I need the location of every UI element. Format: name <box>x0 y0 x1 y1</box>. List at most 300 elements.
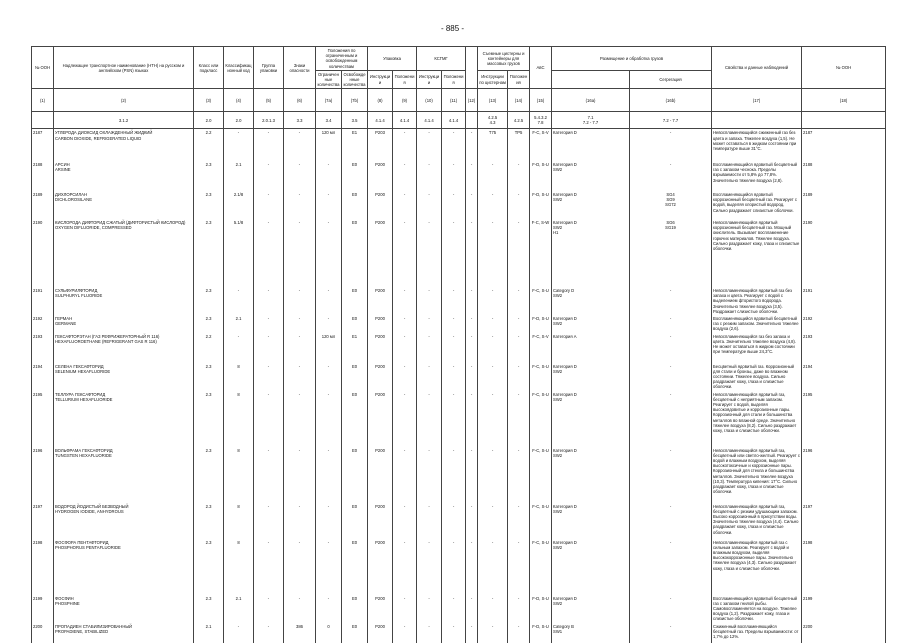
excepted-quantity: E0 <box>342 539 368 595</box>
properties: Воспламеняющийся ядовитый бесцветный газ с резким запахом. Значительно тяжелее воздуха (2,6). <box>712 315 802 333</box>
labels: - <box>284 539 316 595</box>
header-properties: Свойства и данные наблюдений <box>712 47 802 89</box>
properties: Невоспламеняющийся ядовитый коррозионный бесцветный газ. Мощный окислитель. Вызывает воспламенение горючих материалов. Тяжелее воздуха. Сильно раздражает кожу, глаза и слизистые оболочки. <box>712 219 802 287</box>
blank-column: - <box>466 191 478 219</box>
column-number: (2) <box>54 89 194 112</box>
shipping-name-en: PROPADIENE, STABILIZED <box>55 628 109 634</box>
properties: Невоспламеняющийся газ без запаха и цвета. Значительно тяжелее воздуха (4,8). Не может оставаться в жидком состоянии при температуре выше 24,3°C. <box>712 333 802 363</box>
column-reference-row <box>32 112 886 129</box>
blank-column: - <box>466 503 478 539</box>
classification-code: 8 <box>224 447 254 503</box>
ibc-provision: - <box>442 315 466 333</box>
labels: - <box>284 191 316 219</box>
un-number: 2188 <box>32 161 54 191</box>
ibc-provision: - <box>442 391 466 447</box>
packing-instruction: P203 <box>368 129 393 161</box>
shipping-name-en: TUNGSTEN HEXAFLUORIDE <box>55 452 112 458</box>
packing-provision: - <box>393 623 417 643</box>
tank-instruction: - <box>478 595 508 623</box>
classification-code: 8 <box>224 391 254 447</box>
segregation: - <box>630 539 712 595</box>
shipping-name <box>54 315 194 333</box>
class: 2.3 <box>194 191 224 219</box>
header-ems: АвС <box>530 47 552 89</box>
header-limited: Ограниченные количества <box>316 70 342 89</box>
column-reference <box>32 112 54 129</box>
class: 2.3 <box>194 315 224 333</box>
tank-provision: - <box>508 219 530 287</box>
class: 2.3 <box>194 363 224 391</box>
class: 2.1 <box>194 623 224 643</box>
excepted-quantity: E0 <box>342 287 368 315</box>
stowage: Категория D SW2 <box>552 503 630 539</box>
packing-group: - <box>254 287 284 315</box>
packing-provision: - <box>393 363 417 391</box>
labels: - <box>284 315 316 333</box>
properties: Невоспламеняющийся ядовитый газ с сильным запахом. Реагирует с водой и влажным воздухом, выделяя высококоррозионные пары. Значительно тяжелее воздуха (4,3). Сильно раздражает кожу, глаза и слизистые оболочки. <box>712 539 802 595</box>
header-ibc-instr: Инструкции <box>417 70 442 89</box>
packing-group: - <box>254 315 284 333</box>
excepted-quantity: E1 <box>342 129 368 161</box>
table-row <box>32 161 886 191</box>
properties: Невоспламеняющийся ядовитый газ, бесцветный с неприятным запахом. Реагирует с водой, выделяя высокоядовитые и коррозионные пары. Коррозионный для стали и большинства металлов во влажной среде. Значительно тяжелее воздуха (8,2). Сильно раздражает кожу, глаза и слизистые оболочки. <box>712 391 802 447</box>
packing-group: - <box>254 363 284 391</box>
shipping-name-ru: ФОСФИН <box>55 595 74 601</box>
ems-code: F-C, S-V <box>530 333 552 363</box>
packing-group: - <box>254 539 284 595</box>
excepted-quantity: E0 <box>342 595 368 623</box>
class: 2.3 <box>194 595 224 623</box>
shipping-name-en: OXYGEN DIFLUORIDE, COMPRESSED <box>55 225 132 231</box>
shipping-name-en: DICHLOROSILANE <box>55 197 92 203</box>
blank-column: - <box>466 287 478 315</box>
column-reference: 3.3 <box>284 112 316 129</box>
packing-provision: - <box>393 161 417 191</box>
excepted-quantity: E1 <box>342 333 368 363</box>
ibc-instruction: - <box>417 391 442 447</box>
column-reference: 4.1.4 <box>368 112 393 129</box>
header-stowage-group: Размещение и обработка грузов <box>552 47 712 71</box>
segregation: - <box>630 447 712 503</box>
properties: Воспламеняющийся ядовитый бесцветный газ с запахом гнилой рыбы. Самовоспламеняется на воздухе. Тяжелее воздуха (1,2). Раздражает кожу, глаза и слизистые оболочки. <box>712 595 802 623</box>
ems-code: F-C, S-V <box>530 129 552 161</box>
header-limited-group: Положения по ограниченным и освобожденным количествам <box>316 47 368 71</box>
ems-code: F-C, S-U <box>530 287 552 315</box>
un-number-right: 2200 <box>802 623 886 643</box>
shipping-name-ru: ТЕЛЛУРА ГЕКСАФТОРИД <box>55 391 106 397</box>
tank-instruction: - <box>478 315 508 333</box>
un-number-right: 2187 <box>802 129 886 161</box>
stowage: Категория D SW2 <box>552 539 630 595</box>
ibc-provision: - <box>442 623 466 643</box>
table-row <box>32 129 886 161</box>
table-body <box>32 129 886 643</box>
tank-instruction: - <box>478 391 508 447</box>
tank-provision: - <box>508 623 530 643</box>
header-pack-instr: Инструкции <box>368 70 393 89</box>
labels: - <box>284 287 316 315</box>
shipping-name <box>54 219 194 287</box>
shipping-name-ru: ПРОПАДИЕН СТАБИЛИЗИРОВАННЫЙ <box>55 623 133 629</box>
header-ibc-prov: Положения <box>442 70 466 89</box>
column-number: (6) <box>284 89 316 112</box>
properties: Воспламеняющийся ядовитый коррозионный бесцветный газ. Реагирует с водой, выделяя хлористый водород. Сильно раздражает слизистые оболочки. <box>712 191 802 219</box>
packing-provision: - <box>393 503 417 539</box>
labels: - <box>284 363 316 391</box>
packing-provision: - <box>393 391 417 447</box>
ibc-instruction: - <box>417 191 442 219</box>
packing-provision: - <box>393 447 417 503</box>
packing-provision: - <box>393 315 417 333</box>
tank-provision: - <box>508 287 530 315</box>
shipping-name <box>54 191 194 219</box>
limited-quantity: 0 <box>316 623 342 643</box>
stowage: Категория D SW2 <box>552 161 630 191</box>
column-number: (13) <box>478 89 508 112</box>
column-number: (16a) <box>552 89 630 112</box>
classification-code: - <box>224 287 254 315</box>
ems-code: F-D, S-U <box>530 161 552 191</box>
column-reference: 2.0 <box>194 112 224 129</box>
un-number: 2193 <box>32 333 54 363</box>
header-excepted: Освобожденные количества <box>343 71 366 88</box>
tank-provision: - <box>508 595 530 623</box>
limited-quantity: 120 мл <box>316 129 342 161</box>
shipping-name-en: PHOSPHORUS PENTAFLUORIDE <box>55 544 121 550</box>
tank-provision: TP5 <box>508 129 530 161</box>
shipping-name-ru: ГЕРМАН <box>55 315 73 321</box>
tank-instruction: T75 <box>478 129 508 161</box>
un-number-right: 2197 <box>802 503 886 539</box>
class: 2.3 <box>194 287 224 315</box>
packing-instruction: P200 <box>368 391 393 447</box>
segregation: - <box>630 129 712 161</box>
shipping-name <box>54 503 194 539</box>
un-number-right: 2190 <box>802 219 886 287</box>
column-reference: 4.1.4 <box>417 112 442 129</box>
ibc-instruction: - <box>417 363 442 391</box>
un-number-right: 2199 <box>802 595 886 623</box>
class: 2.3 <box>194 219 224 287</box>
ibc-provision: - <box>442 161 466 191</box>
classification-code: 8 <box>224 363 254 391</box>
ibc-provision: - <box>442 287 466 315</box>
blank-column: - <box>466 363 478 391</box>
tank-provision: - <box>508 391 530 447</box>
segregation: SG4 SG9 SG72 <box>630 191 712 219</box>
packing-provision: - <box>393 595 417 623</box>
tank-instruction: - <box>478 161 508 191</box>
un-number: 2189 <box>32 191 54 219</box>
column-number: (11) <box>442 89 466 112</box>
blank-column: - <box>466 595 478 623</box>
packing-instruction: P200 <box>368 595 393 623</box>
tank-instruction: - <box>478 191 508 219</box>
ibc-provision: - <box>442 595 466 623</box>
shipping-name-en: SELENIUM HEXAFLUORIDE <box>55 368 111 374</box>
packing-group: - <box>254 219 284 287</box>
ems-code: F-C, S-U <box>530 447 552 503</box>
un-number: 2190 <box>32 219 54 287</box>
ibc-instruction: - <box>417 333 442 363</box>
column-reference: 4.1.4 <box>442 112 466 129</box>
table-row <box>32 391 886 447</box>
labels: - <box>284 391 316 447</box>
ems-code: F-C, S-W <box>530 219 552 287</box>
tank-provision: - <box>508 161 530 191</box>
packing-group: - <box>254 129 284 161</box>
un-number-right: 2188 <box>802 161 886 191</box>
ibc-instruction: - <box>417 539 442 595</box>
excepted-quantity: E0 <box>342 219 368 287</box>
classification-code: - <box>224 333 254 363</box>
shipping-name <box>54 447 194 503</box>
header-segregation: Сегрегация <box>630 70 712 89</box>
shipping-name-en: ARSINE <box>55 167 71 173</box>
shipping-name-ru: АРСИН <box>55 161 70 167</box>
excepted-quantity: E0 <box>342 447 368 503</box>
packing-instruction: P200 <box>368 287 393 315</box>
column-reference: 5.4.3.2 7.8 <box>530 112 552 129</box>
blank-column: - <box>466 219 478 287</box>
ibc-provision: - <box>442 503 466 539</box>
un-number-right: 2194 <box>802 363 886 391</box>
header-tank-prov: Положения <box>508 70 530 89</box>
ibc-instruction: - <box>417 219 442 287</box>
properties: Невоспламеняющийся ядовитый газ, бесцветный или светло-желтый. Реагирует с водой и влажным воздухом, выделяя высокотоксичные и коррозионные пары. Коррозионный для стекла и большинства металлов. Значительно тяжелее воздуха (10,3). Температура кипения: 17°C. Сильно раздражает кожу, глаза и слизистые оболочки. <box>712 447 802 503</box>
un-number-right: 2193 <box>802 333 886 363</box>
shipping-name-en: CARBON DIOXIDE, REFRIGERATED LIQUID <box>55 135 142 141</box>
ibc-provision: - <box>442 129 466 161</box>
excepted-quantity: E0 <box>342 363 368 391</box>
table-row <box>32 191 886 219</box>
blank-column: - <box>466 447 478 503</box>
un-number-right: 2198 <box>802 539 886 595</box>
limited-quantity: 120 мл <box>316 333 342 363</box>
properties: Воспламеняющийся ядовитый бесцветный газ с запахом чеснока. Пределы взрываемости от 5,8% до 77,8%. Значительно тяжелее воздуха (2,8). <box>712 161 802 191</box>
ibc-instruction: - <box>417 315 442 333</box>
un-number-right: 2195 <box>802 391 886 447</box>
packing-instruction: P200 <box>368 539 393 595</box>
un-number: 2198 <box>32 539 54 595</box>
packing-provision: - <box>393 191 417 219</box>
properties: Невоспламеняющийся ядовитый газ, бесцветный с резким удушающим запахом. Высоко коррозионный в присутствии воды. Значительно тяжелее воздуха (4,4). Сильно раздражает кожу, глаза и слизистые оболочки. <box>712 503 802 539</box>
ibc-instruction: - <box>417 503 442 539</box>
ibc-instruction: - <box>417 623 442 643</box>
shipping-name-en: GERMANE <box>55 321 77 327</box>
packing-provision: - <box>393 219 417 287</box>
class: 2.2 <box>194 129 224 161</box>
classification-code: - <box>224 623 254 643</box>
segregation: - <box>630 363 712 391</box>
stowage: Категория D SW2 <box>552 595 630 623</box>
classification-code: 8 <box>224 503 254 539</box>
header-name: Надлежащее транспортное наименование (НТН) на русском и английском (PSN) языках <box>54 47 194 89</box>
shipping-name-en: HYDROGEN IODIDE, ANHYDROUS <box>55 508 124 514</box>
packing-group: - <box>254 391 284 447</box>
column-reference: 4.2.5 4.3 <box>478 112 508 129</box>
packing-instruction: P200 <box>368 503 393 539</box>
dangerous-goods-table <box>31 46 885 643</box>
column-reference: 2.0 <box>224 112 254 129</box>
header-tank-group: Съемные цистерны и контейнеры для массовых грузов <box>478 47 530 71</box>
column-number: (15) <box>530 89 552 112</box>
header-packaging-group: Упаковка <box>368 47 417 71</box>
class: 2.3 <box>194 447 224 503</box>
ems-code: F-C, S-U <box>530 539 552 595</box>
classification-code: 8 <box>224 539 254 595</box>
column-number: (9) <box>393 89 417 112</box>
header-ibc-group: КСГМГ <box>417 47 466 71</box>
column-number: (17) <box>712 89 802 112</box>
table-row <box>32 219 886 287</box>
ems-code: F-D, S-U <box>530 191 552 219</box>
excepted-quantity: E0 <box>342 503 368 539</box>
segregation: - <box>630 315 712 333</box>
header-tank-instr: Инструкции по цистернам <box>478 70 508 89</box>
properties: Невоспламеняющийся сжиженный газ без цвета и запаха. Тяжелее воздуха (1,5). Не может оставаться в жидком состоянии при температуре выше 31°C. <box>712 129 802 161</box>
ibc-instruction: - <box>417 447 442 503</box>
class: 2.2 <box>194 333 224 363</box>
packing-group: - <box>254 595 284 623</box>
tank-instruction: - <box>478 503 508 539</box>
shipping-name <box>54 333 194 363</box>
tank-instruction: - <box>478 363 508 391</box>
segregation: - <box>630 595 712 623</box>
stowage: Категория D SW2 <box>552 191 630 219</box>
shipping-name-ru: СЕЛЕНА ГЕКСАФТОРИД <box>55 363 104 369</box>
column-reference: 3.1.2 <box>54 112 194 129</box>
column-number: (16b) <box>630 89 712 112</box>
labels: - <box>284 219 316 287</box>
column-reference: 7.2 - 7.7 <box>630 112 712 129</box>
shipping-name <box>54 161 194 191</box>
stowage: Категория D SW2 <box>552 391 630 447</box>
column-number: (12) <box>466 89 478 112</box>
properties: Невоспламеняющийся ядовитый газ без запаха и цвета. Реагирует с водой с выделением фтористого водорода. Значительно тяжелее воздуха (3,5). Раздражает слизистые оболочки. <box>712 287 802 315</box>
packing-group: - <box>254 333 284 363</box>
shipping-name-en: SULPHURYL FLUORIDE <box>55 293 103 299</box>
un-number: 2194 <box>32 363 54 391</box>
column-number: (7b) <box>342 89 368 112</box>
packing-instruction: P200 <box>368 363 393 391</box>
column-number: (10) <box>417 89 442 112</box>
segregation: - <box>630 503 712 539</box>
packing-provision: - <box>393 539 417 595</box>
un-number: 2195 <box>32 391 54 447</box>
class: 2.3 <box>194 539 224 595</box>
packing-instruction: P200 <box>368 219 393 287</box>
header-packing-group: Группа упаковки <box>254 47 284 89</box>
header-pack-prov: Положения <box>393 70 417 89</box>
ibc-instruction: - <box>417 287 442 315</box>
labels: - <box>284 129 316 161</box>
header-un-right: № ООН <box>802 47 886 89</box>
limited-quantity: - <box>316 363 342 391</box>
tank-provision: - <box>508 363 530 391</box>
labels: - <box>284 333 316 363</box>
stowage: Category D SW2 <box>552 287 630 315</box>
un-number: 2199 <box>32 595 54 623</box>
labels: - <box>284 503 316 539</box>
table-row <box>32 539 886 595</box>
tank-provision: - <box>508 191 530 219</box>
shipping-name <box>54 129 194 161</box>
un-number-right: 2192 <box>802 315 886 333</box>
column-number: (8) <box>368 89 393 112</box>
class: 2.3 <box>194 503 224 539</box>
table-row <box>32 363 886 391</box>
shipping-name-ru: ФОСФОРА ПЕНТАФТОРИД <box>55 539 109 545</box>
table-row <box>32 287 886 315</box>
un-number: 2192 <box>32 315 54 333</box>
column-number: (7a) <box>316 89 342 112</box>
packing-instruction: P200 <box>368 191 393 219</box>
header-un: № ООН <box>32 47 54 89</box>
tank-instruction: - <box>478 287 508 315</box>
column-reference: 2.0.1.3 <box>254 112 284 129</box>
ibc-instruction: - <box>417 129 442 161</box>
column-number: (4) <box>224 89 254 112</box>
classification-code: 2.1 <box>224 595 254 623</box>
shipping-name-en: HEXAFLUOROETHANE (REFRIGERANT GAS R 116) <box>55 338 157 344</box>
shipping-name <box>54 595 194 623</box>
column-number: (14) <box>508 89 530 112</box>
column-number: (3) <box>194 89 224 112</box>
stowage: Категория D SW2 <box>552 447 630 503</box>
ibc-instruction: - <box>417 595 442 623</box>
ems-code: F-D, S-U <box>530 623 552 643</box>
labels: - <box>284 595 316 623</box>
blank-column: - <box>466 315 478 333</box>
packing-group: - <box>254 191 284 219</box>
classification-code: 2.1 <box>224 315 254 333</box>
classification-code: - <box>224 129 254 161</box>
un-number-right: 2191 <box>802 287 886 315</box>
stowage: Категория D SW2 <box>552 315 630 333</box>
shipping-name-ru: ВОДОРОД ЙОДИСТЫЙ БЕЗВОДНЫЙ <box>55 503 129 509</box>
packing-group: - <box>254 503 284 539</box>
column-number: (5) <box>254 89 284 112</box>
column-reference: 4.2.5 <box>508 112 530 129</box>
excepted-quantity: E0 <box>342 191 368 219</box>
excepted-quantity: E0 <box>342 161 368 191</box>
limited-quantity: - <box>316 595 342 623</box>
limited-quantity: - <box>316 191 342 219</box>
packing-group: - <box>254 161 284 191</box>
labels: - <box>284 161 316 191</box>
packing-instruction: P200 <box>368 315 393 333</box>
limited-quantity: - <box>316 287 342 315</box>
packing-group: - <box>254 623 284 643</box>
column-reference <box>802 112 886 129</box>
stowage: Категория D SW2 <box>552 363 630 391</box>
ems-code: F-C, S-U <box>530 391 552 447</box>
classification-code: 2.1/8 <box>224 191 254 219</box>
ibc-provision: - <box>442 191 466 219</box>
tank-provision: - <box>508 503 530 539</box>
classification-code: 2.1 <box>224 161 254 191</box>
ems-code: F-D, S-U <box>530 595 552 623</box>
tank-instruction: - <box>478 447 508 503</box>
column-number-row <box>32 89 886 112</box>
column-reference: 3.5 <box>342 112 368 129</box>
column-reference <box>466 112 478 129</box>
tank-instruction: - <box>478 539 508 595</box>
blank-column: - <box>466 539 478 595</box>
shipping-name-ru: ДИХЛОРСИЛАН <box>55 191 87 197</box>
limited-quantity: - <box>316 315 342 333</box>
